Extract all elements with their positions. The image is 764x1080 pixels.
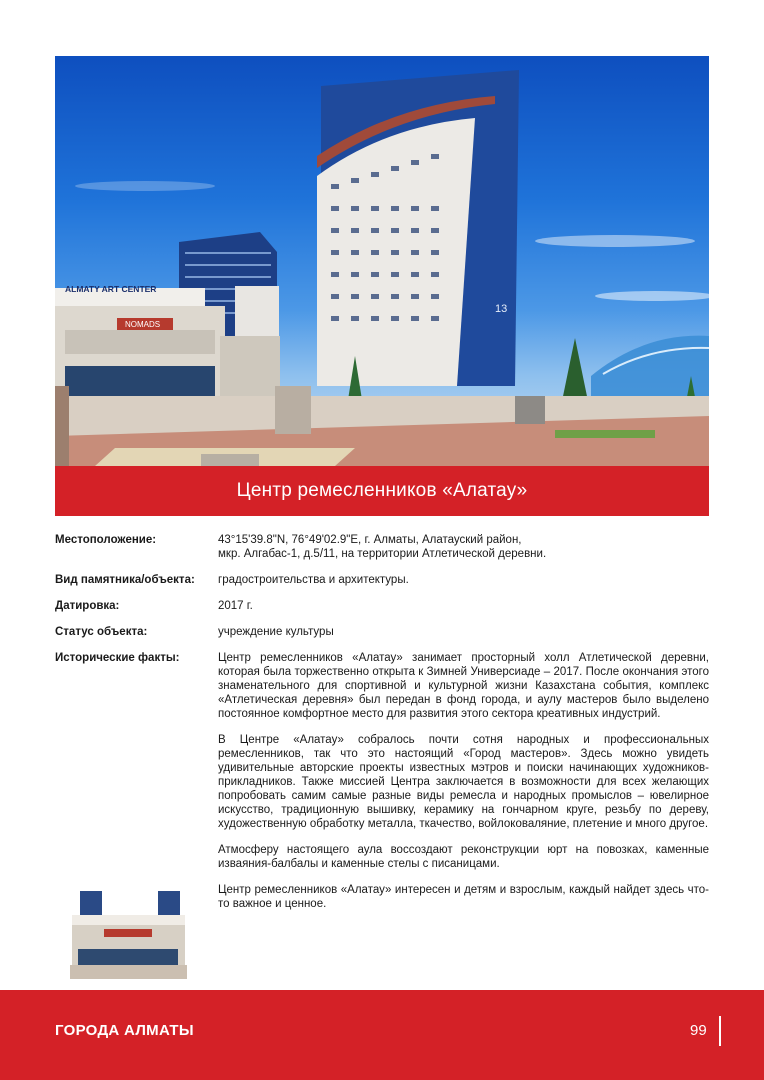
history-paragraph: Центр ремесленников «Алатау» занимает просторный холл Атлетической деревни, которая была торжественно открыта к Зимней Универсиаде – 2017. После окончания этого знаменательного для спортивной и культурной жизни Казахстана события, комплекс «Атлетическая деревня» был передан в фонд города, и аулу мастеров было выделено постоянное комфортное место для развития этого сектора креативных индустрий. [218,652,709,720]
page-number: 99 [690,1022,707,1039]
history-text [218,651,709,911]
type-label: Вид памятника/объекта: [55,574,195,586]
row-status [55,625,709,639]
building-thumbnail [70,887,187,979]
location-coordinates: 43°15'39.8"N, 76°49'02.9"E, г. Алматы, Алатауский район, [218,534,522,546]
date-value: 2017 г. [218,600,253,612]
building-thumbnail-icon [70,887,187,979]
footer-title: ГОРОДА АЛМАТЫ [55,1022,194,1039]
object-title-band [55,466,709,516]
object-title: Центр ремесленников «Алатау» [236,480,528,501]
nomads-sign: NOMADS [125,320,161,329]
history-paragraph: В Центре «Алатау» собралось почти сотня народных и профессиональных ремесленников, так что это настоящий «Город мастеров». Здесь можно увидеть удивительные авторские проекты известных мэтров и поиски начинающих художников-прикладников. Также миссией Центра заключается в возможности для всех желающих попробовать самим самые разные виды ремесла и народных промыслов – ювелирное искусство, традиционную вышивку, керамику на гончарном круге, резьбу по дереву, художественную обработку металла, ткачество, войлоковаляние, плетение и много другое. [218,734,709,830]
history-paragraph: Атмосферу настоящего аула воссоздают реконструкции юрт на повозках, каменные изваяния-балбалы и каменные стелы с писаницами. [218,844,709,870]
location-address: мкр. Алгабас-1, д.5/11, на территории Атлетической деревни. [218,548,547,560]
info-table [55,533,709,923]
main-photo [55,56,709,466]
status-value: учреждение культуры [218,626,334,638]
building-photo-icon [55,56,709,466]
history-paragraph: Центр ремесленников «Алатау» интересен и детям и взрослым, каждый найдет здесь что-то важное и ценное. [218,884,709,910]
row-location [55,533,709,561]
footer-band [0,990,764,1080]
status-label: Статус объекта: [55,626,148,638]
history-label: Исторические факты: [55,652,180,664]
art-center-sign: ALMATY ART CENTER [65,284,157,294]
row-date [55,599,709,613]
location-value [218,533,709,561]
row-type [55,573,709,587]
type-value: градостроительства и архитектуры. [218,574,409,586]
tower-number-label: 13 [495,303,508,315]
date-label: Датировка: [55,600,120,612]
row-history [55,651,709,911]
location-label: Местоположение: [55,534,157,546]
page-number-divider [719,1016,721,1046]
